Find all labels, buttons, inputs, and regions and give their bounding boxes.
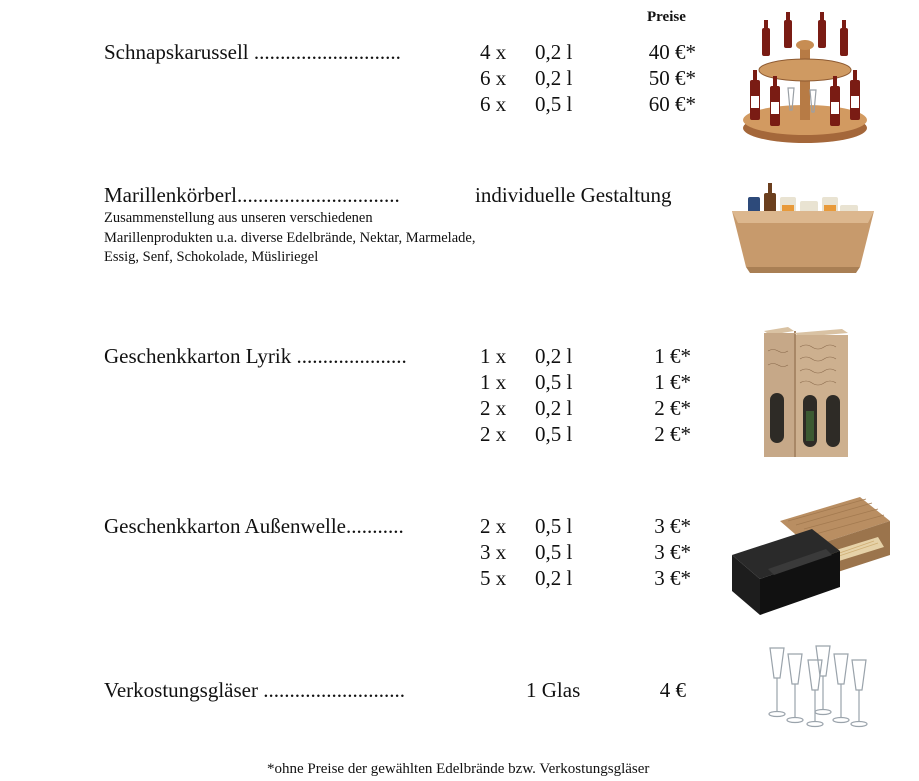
price-cell: 1 €* [654,344,691,368]
product-name-marillenkoerberl: Marillenkörberl............................... [104,183,400,207]
volume-cell: 0,2 l [535,396,573,420]
qty-cell: 6 x [480,66,507,90]
qty-cell: 4 x [480,40,507,64]
qty-cell: 2 x [480,396,507,420]
gift-box-corrugated-image [728,495,893,620]
product-name-geschenkkarton-aussenwelle: Geschenkkarton Außenwelle........... [104,514,404,538]
volume-cell: 0,5 l [535,540,573,564]
qty-cell: 2 x [480,514,507,538]
volume-cell: 0,5 l [535,422,573,446]
gift-basket-image [728,175,878,275]
volume-cell: 0,2 l [535,66,573,90]
qty-cell: 3 x [480,540,507,564]
volume-cell: 0,5 l [535,370,573,394]
qty-cell: 1 x [480,344,507,368]
price-cell: 3 €* [654,566,691,590]
price-cell: 60 €* [648,92,696,116]
qty-cell: 5 x [480,566,507,590]
product-name-schnapskarussell: Schnapskarussell ............................ [104,40,401,64]
qty-cell: 2 x [480,422,507,446]
product-name-geschenkkarton-lyrik: Geschenkkarton Lyrik ..................... [104,344,407,368]
price-cell: 2 €* [654,422,691,446]
tasting-glasses-image [760,640,880,730]
qty-cell: 6 x [480,92,507,116]
individual-design-label: individuelle Gestaltung [475,183,672,207]
price-cell: 40 €* [648,40,696,64]
price-cell: 50 €* [648,66,696,90]
volume-cell: 0,2 l [535,344,573,368]
gift-box-lyrik-image [760,325,855,460]
footnote: *ohne Preise der gewählten Edelbrände bzw. Verkostungsgläser [267,761,650,777]
volume-cell: 0,5 l [535,92,573,116]
price-cell: 4 € [659,678,686,702]
volume-cell: 0,5 l [535,514,573,538]
unit-cell: 1 Glas [526,678,581,702]
prices-header: Preise [647,9,686,25]
price-cell: 1 €* [654,370,691,394]
price-cell: 3 €* [654,540,691,564]
price-cell: 2 €* [654,396,691,420]
volume-cell: 0,2 l [535,566,573,590]
qty-cell: 1 x [480,370,507,394]
price-cell: 3 €* [654,514,691,538]
product-description: Zusammenstellung aus unseren verschiedenen Marillenprodukten u.a. diverse Edelbrände, Nektar, Marmelade, Essig, Senf, Schokolade, Müsliriegel [104,210,476,265]
product-name-verkostungsglaeser: Verkostungsgläser ........................... [104,678,405,702]
volume-cell: 0,2 l [535,40,573,64]
schnaps-carousel-image [738,10,873,145]
